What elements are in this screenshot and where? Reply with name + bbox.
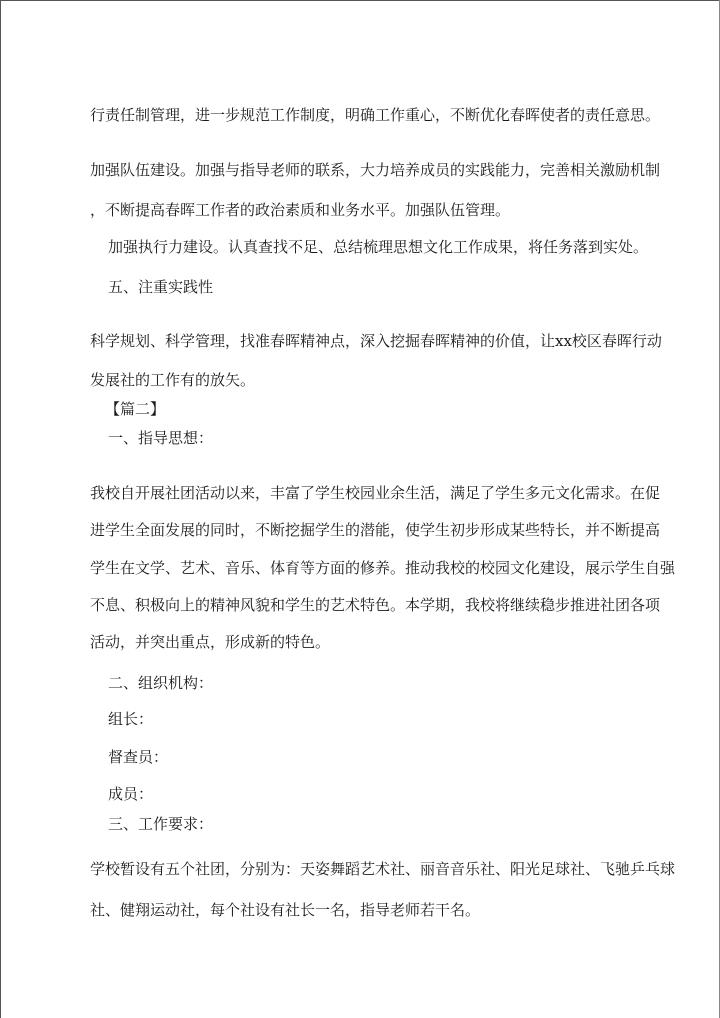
paragraph-line: 学校暂设有五个社团，分别为：天姿舞蹈艺术社、丽音音乐社、阳光足球社、飞驰乒乓球 [90, 860, 676, 878]
paragraph-line: 不息、积极向上的精神风貌和学生的艺术特色。本学期，我校将继续稳步推进社团各项 [90, 596, 661, 614]
article-marker: 【篇二】 [105, 400, 166, 418]
paragraph-line: 社、健翔运动社，每个社设有社长一名，指导老师若干名。 [90, 901, 481, 919]
field-label-leader: 组长： [108, 710, 154, 728]
paragraph-line: 进学生全面发展的同时，不断挖掘学生的潜能，使学生初步形成某些特长，并不断提高 [90, 521, 661, 539]
paragraph-line: 发展社的工作有的放矢。 [90, 371, 256, 389]
section-heading: 一、指导思想： [108, 429, 214, 447]
paragraph-line: ，不断提高春晖工作者的政治素质和业务水平。加强队伍管理。 [90, 201, 511, 219]
page-border-top [0, 0, 720, 1]
section-heading: 三、工作要求： [108, 815, 214, 833]
paragraph-line: 加强执行力建设。认真查找不足、总结梳理思想文化工作成果，将任务落到实处。 [108, 238, 649, 256]
field-label-supervisor: 督查员： [108, 748, 169, 766]
paragraph-line: 行责任制管理，进一步规范工作制度，明确工作重心，不断优化春晖使者的责任意思。 [90, 106, 661, 124]
paragraph-line: 加强队伍建设。加强与指导老师的联系，大力培养成员的实践能力，完善相关激励机制 [90, 161, 661, 179]
section-heading: 二、组织机构： [108, 674, 214, 692]
paragraph-line: 学生在文学、艺术、音乐、体育等方面的修养。推动我校的校园文化建设，展示学生自强 [90, 559, 676, 577]
paragraph-line: 科学规划、科学管理，找准春晖精神点，深入挖掘春晖精神的价值，让xx校区春晖行动 [90, 332, 662, 350]
page-border-left [0, 0, 1, 1018]
field-label-members: 成员： [108, 785, 154, 803]
section-heading: 五、注重实践性 [108, 278, 214, 296]
paragraph-line: 我校自开展社团活动以来，丰富了学生校园业余生活，满足了学生多元文化需求。在促 [90, 484, 661, 502]
paragraph-line: 活动，并突出重点，形成新的特色。 [90, 633, 331, 651]
